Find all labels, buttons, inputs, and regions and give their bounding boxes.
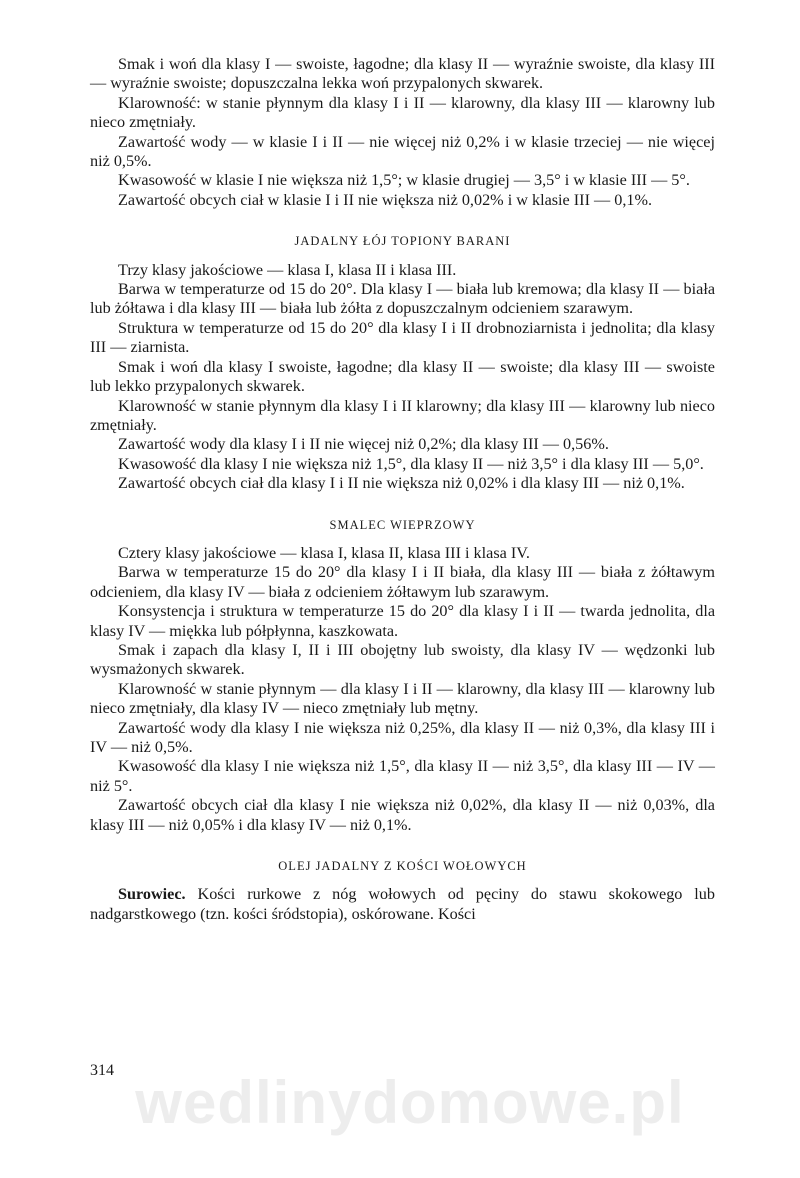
paragraph: Zawartość wody dla klasy I nie większa niż 0,25%, dla klasy II — niż 0,3%, dla klasy III i IV — niż 0,5%.	[90, 718, 715, 756]
paragraph: Trzy klasy jakościowe — klasa I, klasa II i klasa III.	[118, 260, 457, 279]
paragraph: Barwa w temperaturze od 15 do 20°. Dla klasy I — biała lub kremowa; dla klasy II — biała lub żółtawa i dla klasy III — biała lub żółta z dopuszczalnym odcieniem szarawym.	[90, 280, 715, 318]
paragraph: Barwa w temperaturze 15 do 20° dla klasy I i II biała, dla klasy III — biała z żółtawym odcieniem, dla klasy IV — biała z odcieniem żółtawym lub szarawym.	[90, 563, 715, 601]
paragraph: Kwasowość dla klasy I nie większa niż 1,5°, dla klasy II — niż 3,5°, dla klasy III — IV — niż 5°.	[90, 757, 715, 795]
paragraph: Kwasowość dla klasy I nie większa niż 1,5°, dla klasy II — niż 3,5° i dla klasy III — 5,0°.	[118, 454, 704, 473]
section-smalec-wieprzowy	[90, 516, 715, 836]
paragraph-text: Kości rurkowe z nóg wołowych od pęciny do stawu skokowego lub nadgarstkowego (tzn. kości śródstopia), oskórowane. Kości	[90, 885, 715, 923]
paragraph: Konsystencja i struktura w temperaturze 15 do 20° dla klasy I i II — twarda jednolita, dla klasy IV — miękka lub półpłynna, kaszkowata.	[90, 602, 715, 640]
paragraph: Klarowność w stanie płynnym dla klasy I i II klarowny; dla klasy III — klarowny lub nieco zmętniały.	[90, 396, 715, 434]
section-loj-barani	[90, 232, 715, 493]
paragraph-lead: Surowiec.	[118, 885, 186, 904]
section-olej-jadalny	[90, 857, 715, 924]
paragraph: Zawartość wody — w klasie I i II — nie więcej niż 0,2% i w klasie trzeciej — nie więcej niż 0,5%.	[90, 132, 715, 171]
paragraph: Struktura w temperaturze od 15 do 20° dla klasy I i II drobnoziarnista i jednolita; dla klasy III — ziarnista.	[90, 318, 715, 357]
paragraph: Smak i zapach dla klasy I, II i III obojętny lub swoisty, dla klasy IV — wędzonki lub wysmażonych skwarek.	[90, 640, 715, 679]
paragraph: Cztery klasy jakościowe — klasa I, klasa II, klasa III i klasa IV.	[118, 543, 530, 562]
section-heading: OLEJ JADALNY Z KOŚCI WOŁOWYCH	[278, 859, 527, 874]
paragraph: Klarowność: w stanie płynnym dla klasy I i II — klarowny, dla klasy III — klarowny lub nieco zmętniały.	[90, 93, 715, 132]
paragraph: Smak i woń dla klasy I swoiste, łagodne; dla klasy II — swoiste; dla klasy III — swoiste lub lekko przypalonych skwarek.	[90, 357, 715, 396]
paragraph: Kwasowość w klasie I nie większa niż 1,5°; w klasie drugiej — 3,5° i w klasie III — 5°.	[118, 171, 690, 190]
paragraph	[90, 885, 715, 924]
section-heading: SMALEC WIEPRZOWY	[329, 517, 476, 532]
page-content	[90, 55, 715, 924]
paragraph: Smak i woń dla klasy I — swoiste, łagodne; dla klasy II — wyraźnie swoiste, dla klasy III — wyraźnie swoiste; dopuszczalna lekka woń przypalonych skwarek.	[90, 55, 715, 93]
page-number: 314	[90, 1062, 114, 1079]
paragraph: Klarowność w stanie płynnym — dla klasy I i II — klarowny, dla klasy III — klarowny lub nieco zmętniały, dla klasy IV — nieco zmętniały lub mętny.	[90, 679, 715, 718]
watermark-text: wedlinydomowe.pl	[135, 1069, 685, 1136]
section-intro	[90, 55, 715, 210]
paragraph: Zawartość obcych ciał dla klasy I i II nie większa niż 0,02% i dla klasy III — niż 0,1%.	[118, 474, 685, 493]
section-heading: JADALNY ŁÓJ TOPIONY BARANI	[294, 234, 511, 249]
paragraph: Zawartość wody dla klasy I i II nie więcej niż 0,2%; dla klasy III — 0,56%.	[118, 435, 609, 454]
paragraph: Zawartość obcych ciał dla klasy I nie większa niż 0,02%, dla klasy II — niż 0,03%, dla klasy III — niż 0,05% i dla klasy IV — niż 0,1%.	[90, 796, 715, 834]
paragraph: Zawartość obcych ciał w klasie I i II nie większa niż 0,02% i w klasie III — 0,1%.	[118, 190, 653, 209]
